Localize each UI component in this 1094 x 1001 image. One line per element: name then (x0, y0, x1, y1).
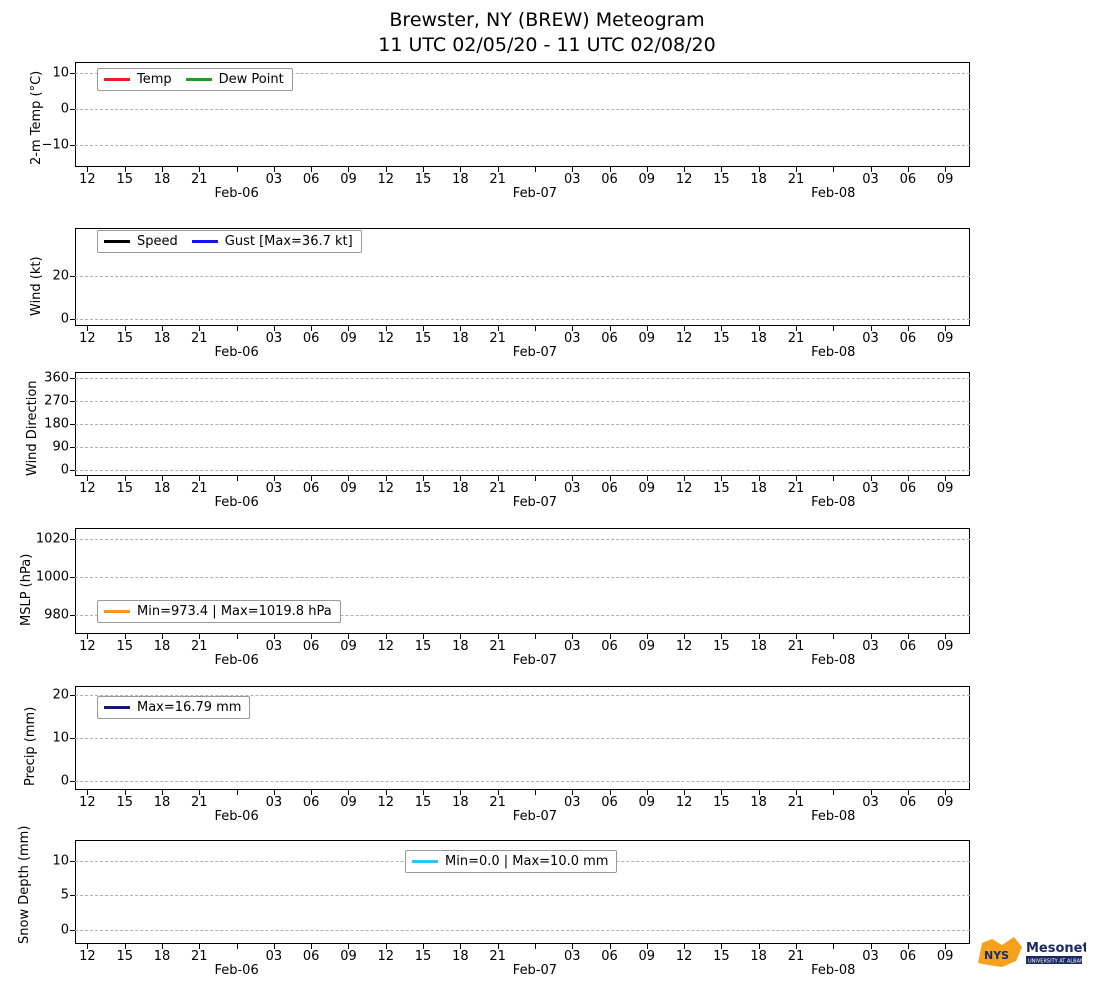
y-tick-mark (70, 145, 75, 146)
x-tick-label: 06 (601, 331, 618, 346)
x-tick-mark (535, 476, 536, 481)
x-tick-label: 09 (936, 481, 954, 496)
x-tick-label: 12 (675, 949, 693, 964)
x-tick-label: 06 (302, 331, 320, 346)
x-tick-label: 12 (79, 481, 96, 496)
y-axis-label-wind-direction: Wind Direction (25, 380, 40, 476)
x-tick-mark (237, 476, 238, 481)
x-tick-label: 21 (489, 331, 506, 346)
y-tick-label: 10 (52, 853, 69, 869)
x-tick-label: 15 (414, 639, 432, 654)
y-tick-label: 0 (60, 462, 69, 478)
y-tick-mark (70, 930, 75, 931)
x-axis-day-label: Feb-07 (512, 186, 558, 201)
x-tick-label: 03 (862, 481, 879, 496)
gridline (75, 109, 970, 110)
gridline (75, 781, 970, 782)
legend-temperature (97, 68, 293, 91)
legend-item-snow-depth (412, 854, 608, 869)
title-line-2: 11 UTC 02/05/20 - 11 UTC 02/08/20 (378, 34, 716, 56)
x-tick-label: 06 (601, 639, 618, 654)
x-tick-label: 03 (563, 795, 581, 810)
x-tick-label: 18 (153, 949, 171, 964)
x-tick-label: 03 (862, 949, 879, 964)
x-axis-day-label: Feb-07 (512, 809, 558, 824)
gridline (75, 470, 970, 471)
y-tick-label: 0 (60, 773, 69, 789)
x-tick-label: 03 (563, 949, 581, 964)
legend-label-snow-depth: Min=0.0 | Max=10.0 mm (445, 854, 609, 869)
y-tick-label: 980 (44, 607, 69, 623)
x-tick-mark (535, 167, 536, 172)
x-tick-label: 06 (899, 481, 917, 496)
y-tick-mark (70, 539, 75, 540)
y-tick-label: 270 (44, 393, 69, 409)
y-axis-label-wind: Wind (kt) (29, 256, 44, 316)
x-tick-label: 12 (675, 639, 693, 654)
x-axis-day-label: Feb-08 (811, 809, 856, 824)
x-tick-label: 12 (377, 795, 395, 810)
x-tick-label: 12 (377, 172, 395, 187)
x-tick-label: 03 (265, 172, 283, 187)
x-tick-label: 09 (936, 795, 954, 810)
x-tick-label: 06 (302, 481, 320, 496)
y-axis-label-snow-depth: Snow Depth (mm) (17, 825, 32, 944)
panel-wind-direction (25, 370, 970, 510)
x-tick-label: 18 (153, 639, 171, 654)
x-tick-label: 03 (265, 795, 283, 810)
x-tick-label: 18 (750, 481, 767, 496)
x-tick-label: 15 (116, 639, 133, 654)
legend-label-precip: Max=16.79 mm (137, 700, 242, 715)
legend-item-speed (104, 234, 178, 249)
legend-swatch-mslp (104, 610, 130, 613)
y-tick-mark (70, 470, 75, 471)
x-tick-label: 21 (787, 949, 805, 964)
x-tick-mark (833, 167, 834, 172)
x-tick-label: 12 (79, 639, 96, 654)
legend-swatch-dewpoint (186, 78, 212, 81)
y-tick-label: 0 (60, 101, 69, 117)
x-tick-label: 15 (713, 481, 730, 496)
x-tick-label: 15 (116, 172, 133, 187)
x-tick-label: 18 (750, 795, 767, 810)
x-tick-label: 15 (414, 481, 432, 496)
x-tick-label: 12 (79, 795, 96, 810)
svg-text:Mesonet: Mesonet (1026, 941, 1086, 956)
x-tick-label: 06 (601, 481, 618, 496)
y-tick-label: 5 (60, 887, 69, 903)
x-tick-label: 03 (265, 639, 283, 654)
x-axis-day-label: Feb-08 (811, 186, 856, 201)
x-tick-mark (237, 944, 238, 949)
panel-mslp (19, 528, 970, 668)
x-axis-day-label: Feb-08 (811, 963, 856, 978)
x-tick-mark (535, 790, 536, 795)
x-tick-mark (833, 476, 834, 481)
x-tick-label: 21 (787, 481, 805, 496)
x-tick-label: 12 (675, 172, 693, 187)
x-tick-label: 12 (377, 481, 395, 496)
x-tick-label: 21 (489, 795, 506, 810)
x-tick-label: 09 (638, 331, 656, 346)
x-tick-label: 09 (936, 949, 954, 964)
legend-item-gust (192, 234, 353, 249)
x-tick-label: 06 (899, 949, 917, 964)
x-axis-day-label: Feb-07 (512, 345, 558, 360)
x-tick-label: 21 (191, 795, 208, 810)
x-tick-label: 09 (340, 172, 357, 187)
x-tick-label: 12 (675, 481, 693, 496)
y-tick-mark (70, 781, 75, 782)
x-tick-label: 18 (750, 331, 767, 346)
x-tick-label: 15 (713, 795, 730, 810)
y-tick-label: 20 (52, 687, 69, 703)
x-tick-label: 12 (79, 172, 96, 187)
x-tick-label: 12 (377, 949, 395, 964)
x-tick-label: 09 (340, 639, 357, 654)
x-tick-label: 03 (265, 481, 283, 496)
y-tick-mark (70, 447, 75, 448)
y-tick-mark (70, 276, 75, 277)
x-tick-label: 15 (713, 172, 730, 187)
x-tick-label: 09 (638, 639, 656, 654)
legend-swatch-speed (104, 240, 130, 243)
x-tick-label: 18 (153, 481, 171, 496)
x-tick-label: 03 (862, 639, 879, 654)
nys-mesonet-logo (976, 933, 1086, 975)
x-tick-label: 18 (452, 795, 469, 810)
y-tick-mark (70, 319, 75, 320)
y-axis-label-mslp: MSLP (hPa) (19, 553, 34, 626)
y-tick-label: 0 (60, 922, 69, 938)
y-tick-mark (70, 73, 75, 74)
x-tick-label: 21 (787, 172, 805, 187)
gridline (75, 539, 970, 540)
y-tick-mark (70, 378, 75, 379)
legend-item-temp (104, 72, 172, 87)
y-tick-label: 1000 (35, 569, 69, 585)
x-tick-label: 09 (936, 172, 954, 187)
svg-text:UNIVERSITY AT ALBANY: UNIVERSITY AT ALBANY (1028, 958, 1086, 965)
x-axis-day-label: Feb-06 (214, 186, 259, 201)
legend-item-mslp (104, 604, 332, 619)
gridline (75, 401, 970, 402)
x-tick-label: 06 (899, 331, 917, 346)
x-tick-mark (237, 790, 238, 795)
gridline (75, 930, 970, 931)
x-tick-label: 18 (452, 331, 469, 346)
x-tick-label: 03 (862, 172, 879, 187)
x-tick-label: 06 (899, 172, 917, 187)
x-tick-label: 15 (414, 795, 432, 810)
gridline (75, 895, 970, 896)
y-axis-label-precip: Precip (mm) (23, 706, 38, 786)
x-tick-label: 03 (563, 172, 581, 187)
legend-label-dewpoint: Dew Point (218, 72, 284, 87)
x-tick-label: 12 (675, 331, 693, 346)
x-tick-label: 18 (452, 639, 469, 654)
x-axis-day-label: Feb-08 (811, 345, 856, 360)
x-axis-day-label: Feb-07 (512, 653, 558, 668)
x-tick-label: 18 (452, 949, 469, 964)
x-tick-label: 21 (489, 639, 506, 654)
x-tick-label: 18 (452, 481, 469, 496)
x-tick-label: 18 (750, 172, 767, 187)
legend-label-mslp: Min=973.4 | Max=1019.8 hPa (137, 604, 332, 619)
y-tick-mark (70, 577, 75, 578)
y-tick-label: 90 (52, 439, 69, 455)
x-tick-label: 15 (414, 172, 432, 187)
x-tick-label: 15 (116, 949, 133, 964)
x-tick-label: 12 (377, 331, 395, 346)
legend-swatch-snow-depth (412, 860, 438, 863)
x-tick-label: 18 (750, 639, 767, 654)
x-tick-label: 03 (563, 331, 581, 346)
x-tick-label: 21 (489, 949, 506, 964)
x-tick-label: 21 (191, 172, 208, 187)
x-tick-label: 03 (563, 481, 581, 496)
x-axis-day-label: Feb-07 (512, 495, 558, 510)
x-tick-label: 09 (638, 481, 656, 496)
x-tick-label: 15 (713, 331, 730, 346)
x-tick-label: 09 (638, 949, 656, 964)
x-tick-mark (833, 944, 834, 949)
x-tick-label: 21 (191, 949, 208, 964)
x-tick-label: 09 (340, 481, 357, 496)
legend-precip (97, 696, 250, 719)
x-tick-label: 21 (191, 481, 208, 496)
x-tick-label: 06 (601, 172, 618, 187)
x-axis-day-label: Feb-08 (811, 653, 856, 668)
legend-mslp (97, 600, 341, 623)
x-tick-label: 15 (116, 331, 133, 346)
x-tick-label: 21 (489, 481, 506, 496)
page-title (0, 8, 1094, 58)
y-tick-label: 1020 (35, 531, 69, 547)
x-tick-label: 18 (750, 949, 767, 964)
legend-label-temp: Temp (137, 72, 172, 87)
y-tick-mark (70, 861, 75, 862)
x-tick-label: 15 (116, 481, 133, 496)
gridline (75, 738, 970, 739)
panel-precip (23, 686, 970, 824)
y-tick-mark (70, 424, 75, 425)
x-tick-label: 18 (153, 172, 171, 187)
x-tick-label: 06 (302, 639, 320, 654)
x-tick-label: 09 (638, 172, 656, 187)
gridline (75, 378, 970, 379)
x-tick-label: 09 (638, 795, 656, 810)
x-tick-label: 21 (787, 795, 805, 810)
x-tick-label: 21 (787, 331, 805, 346)
x-axis-day-label: Feb-07 (512, 963, 558, 978)
y-tick-mark (70, 695, 75, 696)
x-tick-label: 06 (302, 795, 320, 810)
x-tick-label: 06 (899, 795, 917, 810)
y-tick-mark (70, 738, 75, 739)
gridline (75, 276, 970, 277)
legend-label-gust: Gust [Max=36.7 kt] (224, 234, 353, 249)
x-tick-label: 18 (153, 331, 171, 346)
gridline (75, 145, 970, 146)
legend-swatch-precip (104, 706, 130, 709)
x-axis-day-label: Feb-06 (214, 809, 259, 824)
x-tick-label: 03 (265, 331, 283, 346)
x-tick-mark (237, 634, 238, 639)
x-tick-mark (237, 326, 238, 331)
legend-label-speed: Speed (137, 234, 178, 249)
y-tick-label: −10 (41, 137, 69, 153)
y-tick-label: 10 (52, 730, 69, 746)
x-tick-mark (535, 326, 536, 331)
x-tick-mark (833, 326, 834, 331)
y-tick-label: 180 (44, 416, 69, 432)
x-tick-mark (535, 634, 536, 639)
gridline (75, 424, 970, 425)
x-tick-label: 03 (862, 795, 879, 810)
x-tick-mark (535, 944, 536, 949)
x-tick-label: 09 (340, 331, 357, 346)
x-tick-label: 21 (489, 172, 506, 187)
x-axis-day-label: Feb-06 (214, 653, 259, 668)
x-tick-label: 12 (79, 331, 96, 346)
x-axis-day-label: Feb-06 (214, 963, 259, 978)
legend-swatch-gust (192, 240, 218, 243)
x-tick-label: 03 (265, 949, 283, 964)
x-tick-label: 03 (563, 639, 581, 654)
x-tick-label: 15 (713, 639, 730, 654)
x-tick-label: 06 (302, 172, 320, 187)
y-tick-label: 10 (52, 65, 69, 81)
x-tick-label: 15 (116, 795, 133, 810)
legend-item-precip (104, 700, 241, 715)
x-tick-label: 21 (191, 331, 208, 346)
panel-wind (29, 228, 970, 360)
svg-text:NYS: NYS (984, 949, 1010, 962)
legend-item-dewpoint (186, 72, 284, 87)
panel-snow-depth (17, 825, 970, 978)
x-tick-label: 12 (79, 949, 96, 964)
y-tick-mark (70, 615, 75, 616)
x-tick-label: 09 (936, 639, 954, 654)
legend-wind (97, 230, 362, 253)
y-axis-label-temperature: 2-m Temp (°C) (29, 70, 44, 165)
x-tick-label: 06 (302, 949, 320, 964)
x-axis-day-label: Feb-08 (811, 495, 856, 510)
y-tick-label: 20 (52, 268, 69, 284)
x-tick-mark (237, 167, 238, 172)
x-tick-label: 06 (601, 949, 618, 964)
legend-snow-depth (405, 850, 617, 873)
title-line-1: Brewster, NY (BREW) Meteogram (389, 9, 705, 31)
x-tick-label: 18 (452, 172, 469, 187)
y-tick-label: 360 (44, 370, 69, 386)
panel-temperature (29, 62, 970, 201)
x-tick-label: 06 (601, 795, 618, 810)
x-tick-label: 12 (377, 639, 395, 654)
gridline (75, 319, 970, 320)
x-tick-label: 09 (936, 331, 954, 346)
x-tick-label: 21 (787, 639, 805, 654)
x-tick-label: 06 (899, 639, 917, 654)
gridline (75, 577, 970, 578)
x-tick-label: 03 (862, 331, 879, 346)
y-tick-mark (70, 895, 75, 896)
gridline (75, 447, 970, 448)
x-tick-label: 15 (713, 949, 730, 964)
x-tick-label: 09 (340, 795, 357, 810)
legend-swatch-temp (104, 78, 130, 81)
x-tick-label: 18 (153, 795, 171, 810)
x-tick-mark (833, 790, 834, 795)
x-tick-label: 15 (414, 331, 432, 346)
x-tick-label: 12 (675, 795, 693, 810)
x-axis-day-label: Feb-06 (214, 495, 259, 510)
y-tick-label: 0 (60, 311, 69, 327)
x-axis-day-label: Feb-06 (214, 345, 259, 360)
x-tick-label: 21 (191, 639, 208, 654)
x-tick-mark (833, 634, 834, 639)
x-tick-label: 09 (340, 949, 357, 964)
x-tick-label: 15 (414, 949, 432, 964)
y-tick-mark (70, 109, 75, 110)
y-tick-mark (70, 401, 75, 402)
